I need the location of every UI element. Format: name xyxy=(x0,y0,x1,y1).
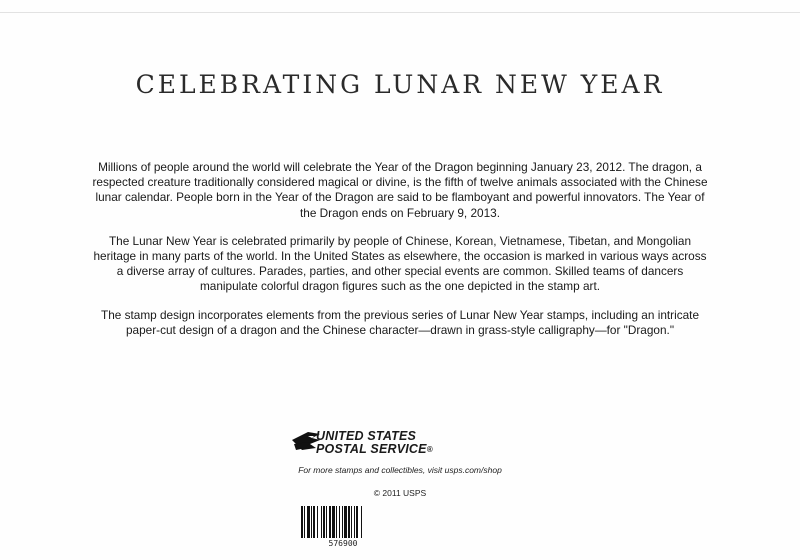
barcode-number: 576900 xyxy=(328,539,358,548)
usps-line-1: UNITED STATES xyxy=(316,429,417,443)
paragraph-year-of-dragon: Millions of people around the world will celebrate the Year of the Dragon beginning January 23, 2012. The dragon, a respected creature traditionally considered magical or divine, is the fifth of twelve animals associated with the Chinese lunar calendar. People born in the Year of the Dragon are said to be flamboyant and powerful innovators. The Year of the Dragon ends on February 9, 2013. xyxy=(92,160,708,220)
usps-wordmark xyxy=(316,430,433,456)
usps-line-2: POSTAL SERVICE xyxy=(316,442,427,456)
shop-line: For more stamps and collectibles, visit usps.com/shop xyxy=(298,465,502,475)
page-title: CELEBRATING LUNAR NEW YEAR xyxy=(135,70,665,99)
copyright: © 2011 USPS xyxy=(373,488,427,498)
description-text xyxy=(90,160,710,351)
paragraph-stamp-design: The stamp design incorporates elements from the previous series of Lunar New Year stamps, including an intricate paper-cut design of a dragon and the Chinese character—drawn in grass-style calligraphy—for "Dragon." xyxy=(100,307,700,337)
paragraph-lunar-new-year: The Lunar New Year is celebrated primarily by people of Chinese, Korean, Vietnamese, Tibetan, and Mongolian heritage in many parts of the world. In the United States as elsewhere, the occasion is marked in various ways across a diverse array of cultures. Parades, parties, and other special events are common. Skilled teams of dancers manipulate colorful dragon figures such as the one depicted in the stamp art. xyxy=(93,233,707,294)
barcode-icon xyxy=(300,506,386,538)
registered-mark: ® xyxy=(426,445,433,454)
usps-logo xyxy=(290,428,510,462)
sheet-top-edge xyxy=(0,0,800,13)
usps-line-2-wrap xyxy=(316,443,433,456)
